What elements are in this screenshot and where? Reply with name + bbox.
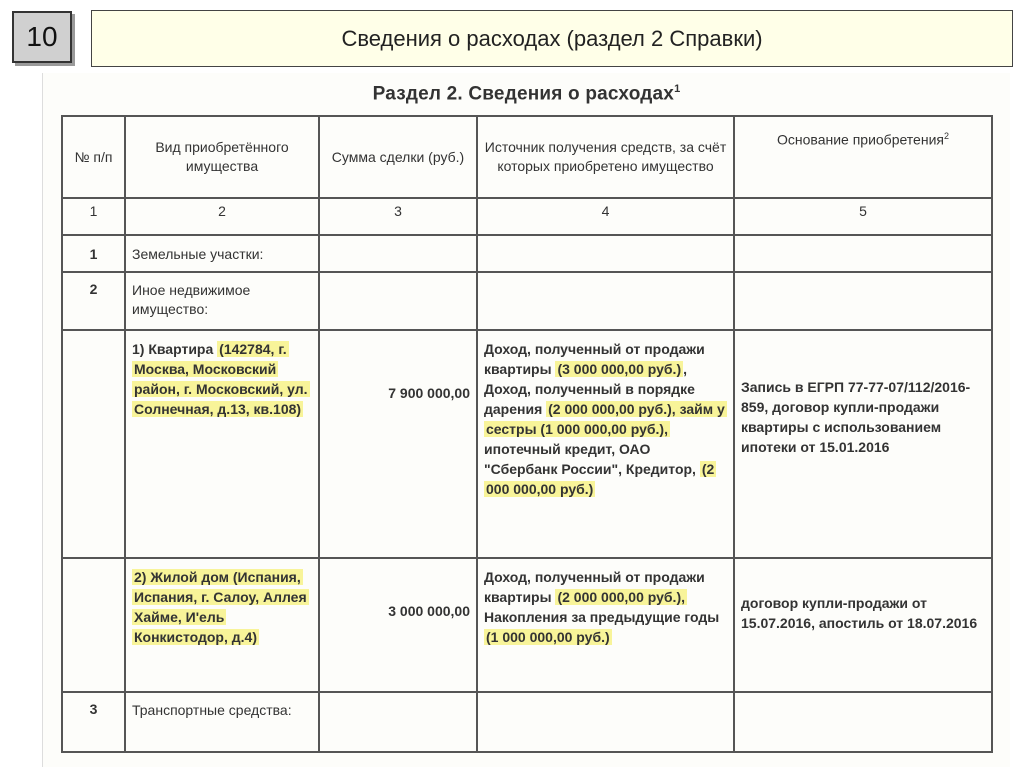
row-number: 2 (62, 272, 125, 330)
column-number: 5 (734, 198, 992, 235)
column-number-row (62, 198, 992, 235)
house-amount: 3 000 000,00 (319, 558, 477, 692)
header-source: Источник получения средств, за счёт которых приобретено имущество (477, 116, 734, 198)
table-row-apartment (62, 330, 992, 558)
header-basis: Основание приобретения$^2$ (734, 116, 992, 198)
header-amount: Сумма сделки (руб.) (319, 116, 477, 198)
column-number: 3 (319, 198, 477, 235)
expenses-table (61, 115, 993, 753)
column-number: 2 (125, 198, 319, 235)
row-number: 3 (62, 692, 125, 752)
header-row (62, 116, 992, 198)
slide-number: 10 (12, 11, 72, 63)
column-number: 4 (477, 198, 734, 235)
document-scan (42, 73, 1010, 767)
table-row-realty (62, 272, 992, 330)
apartment-address: (142784, г. Москва, Московский район, г. Московский, ул. Солнечная, д.13, кв.108) (134, 341, 308, 417)
house-basis: договор купли-продажи от 15.07.2016, апостиль от 18.07.2016 (734, 558, 992, 692)
house-address: 2) Жилой дом (Испания, Испания, г. Салоу, Аллея Хайме, И'ель Конкистодор, д.4) (134, 569, 307, 645)
header-number: № п/п (62, 116, 125, 198)
apartment-basis: Запись в ЕГРП 77-77-07/112/2016-859, договор купли-продажи квартиры с использованием ипотеки от 15.01.2016 (734, 330, 992, 558)
table-row-land (62, 235, 992, 272)
row-number: 1 (62, 235, 125, 272)
house-source: Доход, полученный от продажи квартиры (2 000 000,00 руб.), Накопления за предыдущие годы (1 000 000,00 руб.) (477, 558, 734, 692)
table-row-vehicles (62, 692, 992, 752)
row-label: Иное недвижимое имущество: (125, 272, 319, 330)
header-property-type: Вид приобретённого имущества (125, 116, 319, 198)
apartment-type: 1) Квартира (142784, г. Москва, Московский район, г. Московский, ул. Солнечная, д.13, кв.108) (125, 330, 319, 558)
table-row-house (62, 558, 992, 692)
column-number: 1 (62, 198, 125, 235)
row-label: Транспортные средства: (125, 692, 319, 752)
apartment-source: Доход, полученный от продажи квартиры (3 000 000,00 руб.) , Доход, полученный в порядке дарения (2 000 000,00 руб.), займ у сестры (1 000 000,00 руб.), ипотечный кредит, ОАО "Сбербанк России", Кредитор, (2 000 000,00 руб.) (477, 330, 734, 558)
slide-title: Сведения о расходах (раздел 2 Справки) (91, 10, 1013, 67)
apartment-amount: 7 900 000,00 (319, 330, 477, 558)
house-type (125, 558, 319, 692)
document-title: Раздел 2. Сведения о расходах$^1$ (372, 83, 681, 105)
row-label: Земельные участки: (125, 235, 319, 272)
